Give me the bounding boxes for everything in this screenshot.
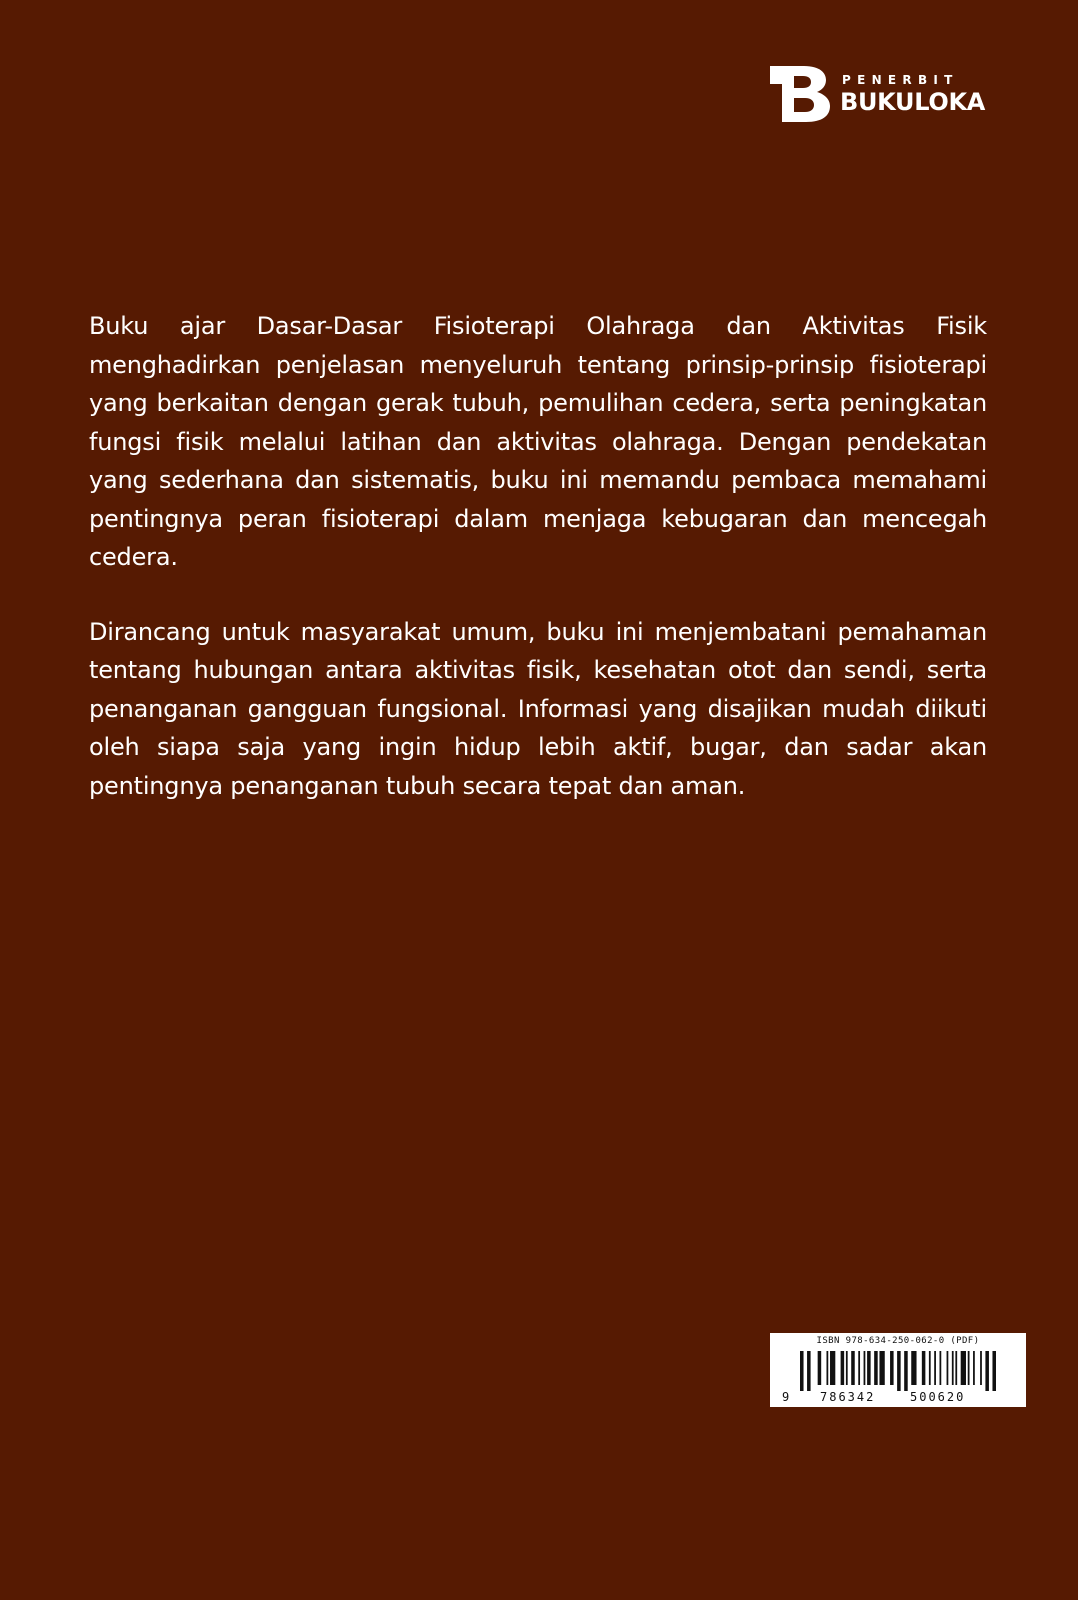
barcode-bar xyxy=(939,1351,941,1385)
barcode-bar xyxy=(922,1351,926,1385)
isbn-label: ISBN 978-634-250-062-0 (PDF) xyxy=(816,1336,980,1346)
barcode-bar xyxy=(830,1351,835,1385)
barcode-bar xyxy=(911,1351,916,1385)
barcode-bar xyxy=(904,1351,908,1391)
publisher-logo xyxy=(770,66,990,122)
publisher-label: PENERBIT xyxy=(842,73,959,87)
bukuloka-b-logo-icon xyxy=(770,66,830,122)
publisher-name: BUKULOKA xyxy=(840,88,986,116)
barcode-bar xyxy=(841,1351,845,1385)
barcode-bar xyxy=(807,1351,811,1391)
barcode-bars xyxy=(800,1351,996,1391)
barcode-bar xyxy=(867,1351,871,1385)
barcode-bar xyxy=(818,1351,822,1385)
barcode-bar xyxy=(890,1351,894,1385)
barcode-bar xyxy=(952,1351,954,1385)
isbn-barcode xyxy=(770,1333,1026,1407)
barcode-bar xyxy=(879,1351,884,1385)
barcode-bar xyxy=(968,1351,970,1385)
barcode-digits-right: 500620 xyxy=(910,1390,966,1404)
barcode-bar xyxy=(973,1351,975,1385)
barcode-bar xyxy=(851,1351,855,1385)
barcode-bar xyxy=(947,1351,949,1385)
barcode-bar xyxy=(846,1351,848,1385)
barcode-bar xyxy=(826,1351,828,1385)
barcode-bar xyxy=(980,1351,982,1385)
barcode-bar xyxy=(992,1351,996,1391)
barcode-bar xyxy=(961,1351,966,1385)
barcode-bar xyxy=(874,1351,878,1385)
blurb-paragraph-1: Buku ajar Dasar-Dasar Fisioterapi Olahraga dan Aktivitas Fisik menghadirkan penjelasan menyeluruh tentang prinsip-prinsip fisioterapi yang berkaitan dengan gerak tubuh, pemulihan cedera, serta peningkatan fungsi fisik melalui latihan dan aktivitas olahraga. Dengan pendekatan yang sederhana dan sistematis, buku ini memandu pembaca memahami pentingnya peran fisioterapi dalam menjaga kebugaran dan mencegah cedera. xyxy=(89,312,987,571)
barcode-bar xyxy=(985,1351,989,1391)
barcode-bar xyxy=(934,1351,936,1385)
barcode-bar xyxy=(858,1351,860,1385)
barcode-bar xyxy=(800,1351,804,1391)
book-blurb xyxy=(89,307,987,805)
barcode-digits-left: 786342 xyxy=(820,1390,876,1404)
barcode-bar xyxy=(955,1351,957,1385)
barcode-digit-first: 9 xyxy=(782,1390,790,1404)
barcode-bar xyxy=(864,1351,866,1385)
blurb-paragraph-2: Dirancang untuk masyarakat umum, buku ini menjembatani pemahaman tentang hubungan antara aktivitas fisik, kesehatan otot dan sendi, serta penanganan gangguan fungsional. Informasi yang disajikan mudah diikuti oleh siapa saja yang ingin hidup lebih aktif, bugar, dan sadar akan pentingnya penanganan tubuh secara tepat dan aman. xyxy=(89,617,987,800)
barcode-bar xyxy=(929,1351,931,1385)
barcode-bar xyxy=(897,1351,901,1391)
